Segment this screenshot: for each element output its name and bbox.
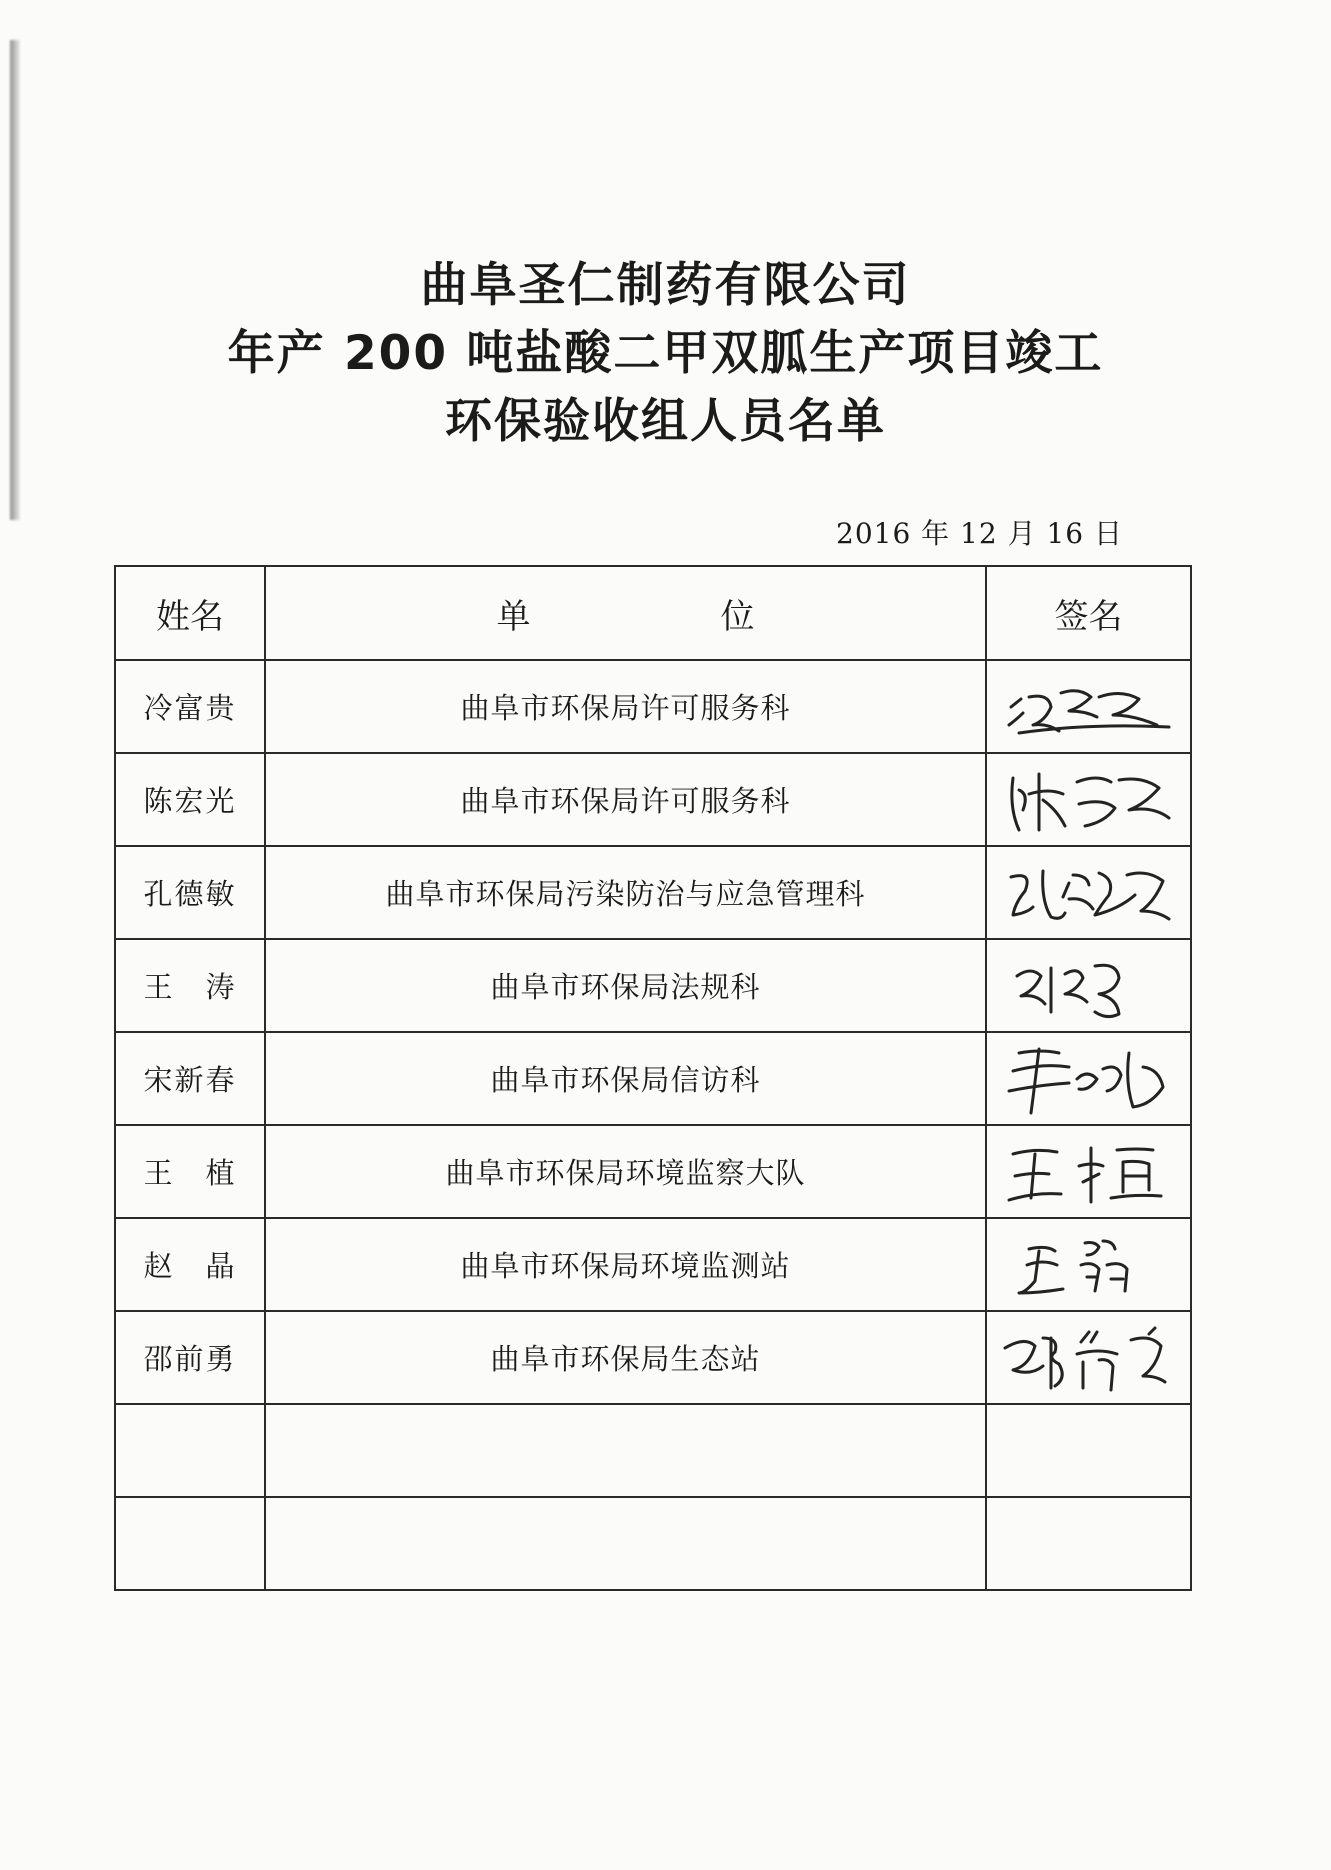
member-name: 赵 晶 (115, 1218, 265, 1311)
member-signature (986, 846, 1191, 939)
member-unit (265, 1404, 986, 1497)
member-unit: 曲阜市环保局法规科 (265, 939, 986, 1032)
member-signature (986, 1311, 1191, 1404)
member-unit: 曲阜市环保局信访科 (265, 1032, 986, 1125)
member-signature (986, 753, 1191, 846)
member-unit: 曲阜市环保局许可服务科 (265, 660, 986, 753)
header-signature: 签名 (986, 566, 1191, 660)
member-name: 宋新春 (115, 1032, 265, 1125)
member-name (115, 1497, 265, 1590)
member-name: 陈宏光 (115, 753, 265, 846)
table-row (115, 1497, 1191, 1590)
header-unit (265, 566, 986, 660)
member-signature (986, 660, 1191, 753)
member-name (115, 1404, 265, 1497)
table-row (115, 939, 1191, 1032)
member-signature (986, 1032, 1191, 1125)
table-row (115, 1125, 1191, 1218)
member-signature (986, 1125, 1191, 1218)
table-row (115, 1311, 1191, 1404)
member-signature (986, 1404, 1191, 1497)
member-unit: 曲阜市环保局生态站 (265, 1311, 986, 1404)
member-name: 孔德敏 (115, 846, 265, 939)
member-name: 王 涛 (115, 939, 265, 1032)
table-row (115, 1404, 1191, 1497)
member-unit: 曲阜市环保局环境监测站 (265, 1218, 986, 1311)
member-unit: 曲阜市环保局环境监察大队 (265, 1125, 986, 1218)
title-line-project: 年产 200 吨盐酸二甲双胍生产项目竣工 (227, 326, 1104, 381)
member-name: 冷富贵 (115, 660, 265, 753)
table-row (115, 846, 1191, 939)
member-unit: 曲阜市环保局许可服务科 (265, 753, 986, 846)
document-date: 2016 年 12 月 16 日 (836, 517, 1124, 550)
header-unit-part1: 单 (496, 596, 531, 637)
member-signature (986, 939, 1191, 1032)
handwritten-signature (999, 1225, 1179, 1305)
handwritten-signature (999, 760, 1179, 840)
handwritten-signature (999, 1132, 1179, 1212)
table-row (115, 1218, 1191, 1311)
document-title (0, 252, 1331, 456)
header-name: 姓名 (115, 566, 265, 660)
member-unit: 曲阜市环保局污染防治与应急管理科 (265, 846, 986, 939)
handwritten-signature (999, 1039, 1179, 1119)
member-name: 邵前勇 (115, 1311, 265, 1404)
handwritten-signature (999, 946, 1179, 1026)
roster-table (114, 565, 1192, 1591)
table-row (115, 660, 1191, 753)
member-name: 王 植 (115, 1125, 265, 1218)
handwritten-signature (999, 667, 1179, 747)
table-row (115, 753, 1191, 846)
title-line-roster: 环保验收组人员名单 (445, 394, 886, 449)
table-header-row (115, 566, 1191, 660)
handwritten-signature (999, 853, 1179, 933)
table-row (115, 1032, 1191, 1125)
header-unit-part2: 位 (720, 596, 755, 637)
handwritten-signature (999, 1318, 1179, 1398)
member-signature (986, 1497, 1191, 1590)
member-signature (986, 1218, 1191, 1311)
member-unit (265, 1497, 986, 1590)
title-line-company: 曲阜圣仁制药有限公司 (420, 258, 911, 313)
